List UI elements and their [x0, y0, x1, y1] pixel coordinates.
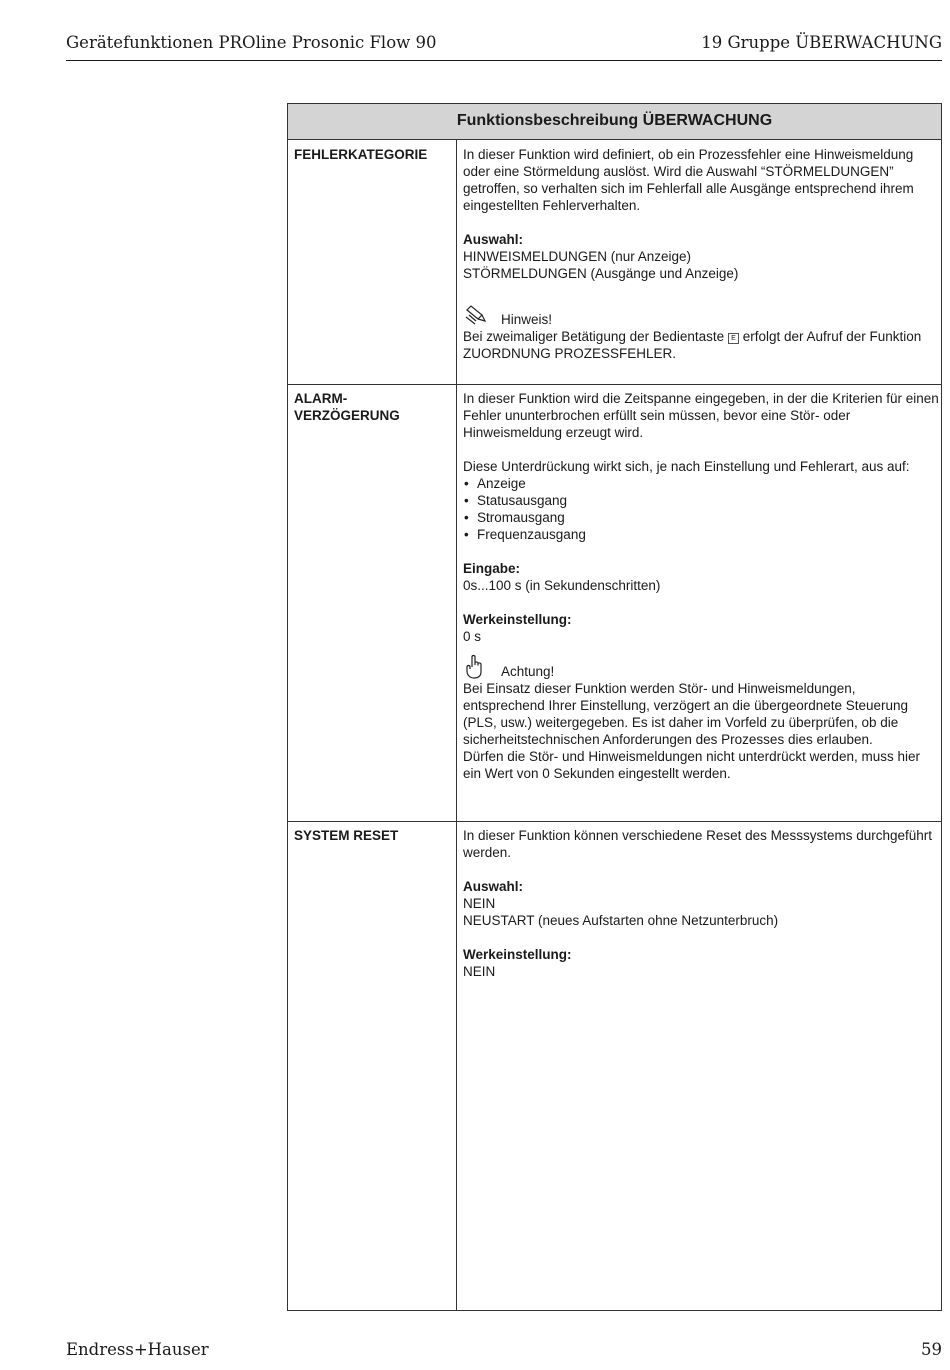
- input-value: 0s...100 s (in Sekundenschritten): [463, 578, 661, 593]
- row-separator: [288, 821, 941, 822]
- header-chapter-title: 19 Gruppe ÜBERWACHUNG: [701, 33, 942, 52]
- row-label-system-reset: SYSTEM RESET: [294, 828, 399, 843]
- note-text-part: Bei zweimaliger Betätigung der Bedientaste: [463, 329, 725, 344]
- page-header: [66, 30, 942, 61]
- row-description-fehlerkategorie: [463, 146, 941, 362]
- page-footer: [66, 1340, 942, 1364]
- factory-setting-value: 0 s: [463, 629, 482, 644]
- factory-setting-heading: Werkeinstellung:: [463, 947, 572, 962]
- caution-text: Bei Einsatz dieser Funktion werden Stör- und Hinweismeldungen, entsprechend Ihrer Einstellung, verzögert an die übergeordnete Steuerung (PLS, usw.) weitergegeben. Es ist daher im Vorfeld zu überprüfen, ob die sicherheitstechnischen Anforderungen des Prozesses dies erlauben.: [463, 681, 909, 747]
- effect-intro: Diese Unterdrückung wirkt sich, je nach Einstellung und Fehlerart, aus auf:: [463, 459, 910, 474]
- option-item: NEUSTART (neues Aufstarten ohne Netzunterbruch): [463, 913, 779, 928]
- selection-heading: Auswahl:: [463, 879, 524, 894]
- list-item: • Stromausgang: [463, 509, 941, 526]
- option-item: NEIN: [463, 896, 496, 911]
- description-text: In dieser Funktion können verschiedene Reset des Messsystems durchgeführt werden.: [463, 828, 932, 860]
- pointing-hand-icon: [463, 654, 489, 680]
- caution-title: Achtung!: [501, 664, 555, 679]
- note-text-part: erfolgt der Aufruf der Funktion ZUORDNUNG PROZESSFEHLER.: [463, 329, 922, 361]
- column-divider: [456, 140, 457, 1310]
- description-text: In dieser Funktion wird definiert, ob ein Prozessfehler eine Hinweismeldung oder eine Störmeldung auslöst. Wird die Auswahl “STÖRMELDUNGEN” getroffen, so verhalten sich im Fehlerfall alle Ausgänge entsprechend ihrem eingestellten Fehlerverhalten.: [463, 147, 914, 213]
- header-document-title: Gerätefunktionen PROline Prosonic Flow 90: [66, 33, 437, 52]
- row-description-alarmverzoegerung: [463, 390, 941, 782]
- list-item: • Frequenzausgang: [463, 526, 941, 543]
- option-item: HINWEISMELDUNGEN (nur Anzeige): [463, 249, 692, 264]
- effect-list: [463, 475, 941, 543]
- row-label-fehlerkategorie: FEHLERKATEGORIE: [294, 147, 428, 162]
- e-key-icon: E: [728, 333, 739, 344]
- note-header: [463, 308, 941, 328]
- pencil-note-icon: [463, 302, 489, 328]
- input-heading: Eingabe:: [463, 561, 521, 576]
- selection-heading: Auswahl:: [463, 232, 524, 247]
- page-number: 59: [921, 1340, 942, 1359]
- table-title: Funktionsbeschreibung ÜBERWACHUNG: [288, 104, 941, 140]
- row-separator: [288, 384, 941, 385]
- row-description-system-reset: [463, 827, 941, 980]
- caution-header: [463, 660, 941, 680]
- note-text: [463, 328, 941, 362]
- list-item: • Statusausgang: [463, 492, 941, 509]
- note-title: Hinweis!: [501, 312, 553, 327]
- option-item: STÖRMELDUNGEN (Ausgänge und Anzeige): [463, 266, 739, 281]
- factory-setting-value: NEIN: [463, 964, 496, 979]
- brand-name: Endress+Hauser: [66, 1340, 209, 1359]
- list-item: • Anzeige: [463, 475, 941, 492]
- factory-setting-heading: Werkeinstellung:: [463, 612, 572, 627]
- caution-text: Dürfen die Stör- und Hinweismeldungen nicht unterdrückt werden, muss hier ein Wert von 0 Sekunden eingestellt werden.: [463, 749, 920, 781]
- row-label-alarmverzoegerung: ALARM- VERZÖGERUNG: [294, 391, 400, 423]
- description-text: In dieser Funktion wird die Zeitspanne eingegeben, in der die Kriterien für einen Fehler ununterbrochen erfüllt sein müssen, bevor eine Stör- oder Hinweismeldung erzeugt wird.: [463, 391, 939, 440]
- function-description-table: [287, 103, 942, 1311]
